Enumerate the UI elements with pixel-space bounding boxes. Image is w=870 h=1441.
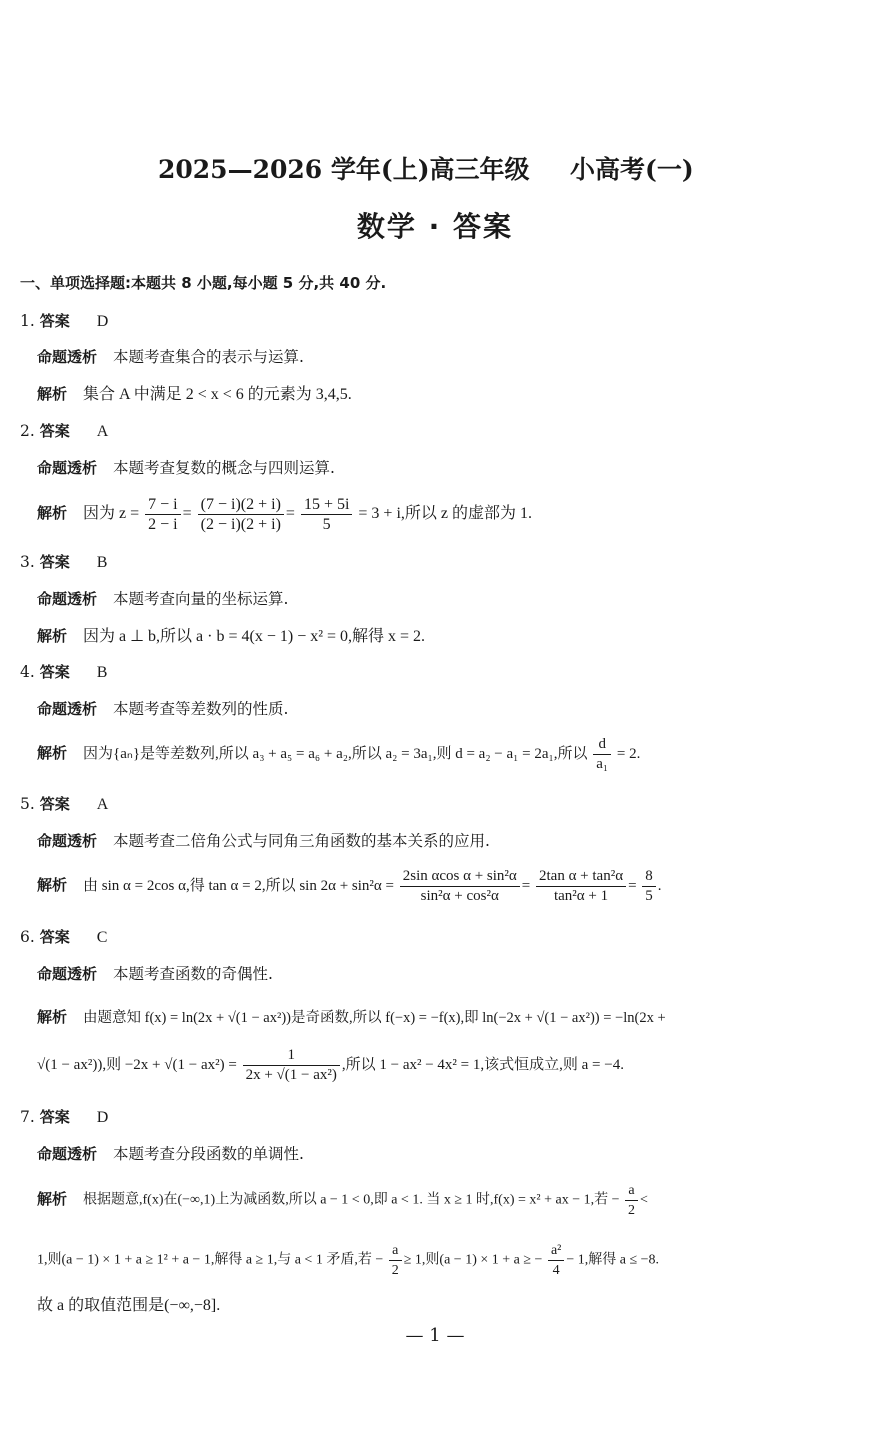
solution-text: 由题意知 f(x) = ln(2x + √(1 − ax²))是奇函数,所以 f(−x) = −f(x),即 ln(−2x + √(1 − ax²)) = −ln(2x + [83, 1010, 666, 1026]
solution-text: 集合 A 中满足 2 < x < 6 的元素为 3,4,5. [83, 386, 352, 403]
exam-title-series: 小高考(一) [570, 155, 694, 184]
solution-text: 因为 z = [83, 505, 140, 523]
answer-value: B [96, 554, 108, 571]
solution-text: 根据题意,f(x)在(−∞,1)上为减函数,所以 a − 1 < 0,即 a < 1. 当 x ≥ 1 时,f(x) = x² + ax − 1,若 − [83, 1192, 620, 1208]
intent-label: 命题透析 [37, 590, 98, 608]
fraction: $\frac{1}{\text{2x + √(1 − ax²)}}$ [243, 1046, 340, 1085]
solution-text: − 1,解得 a ≤ −8. [566, 1252, 660, 1268]
fraction: $\frac{d}{\text{a₁}}$ [593, 735, 611, 774]
fraction: $\frac{a}{2}$ [389, 1241, 402, 1280]
q2-answer-row [20, 421, 108, 442]
answer-value: A [96, 423, 109, 440]
question-number: 1. [20, 312, 35, 330]
answer-value: A [96, 796, 109, 813]
solution-text: = 2. [616, 745, 641, 762]
intent-text: 本题考查复数的概念与四则运算. [113, 459, 335, 477]
solution-text: 故 a 的取值范围是(−∞,−8]. [37, 1297, 221, 1314]
q4-answer-row [20, 662, 107, 683]
answer-label: 答案 [39, 422, 70, 440]
fraction: $\frac{8}{5}$ [642, 867, 656, 906]
answer-value: D [96, 1109, 109, 1126]
answer-label: 答案 [39, 312, 70, 330]
intent-label: 命题透析 [37, 1145, 98, 1163]
q4-solution-row [37, 735, 640, 774]
solution-text: 1,则(a − 1) × 1 + a ≥ 1² + a − 1,解得 a ≥ 1,与 a < 1 矛盾,若 − [37, 1252, 384, 1268]
q7-solution-continued [37, 1241, 659, 1280]
solution-text: 因为{aₙ}是等差数列,所以 a₃ + a₅ = a₆ + a₂,所以 a₂ = 3a₁,则 d = a₂ − a₁ = 2a₁,所以 [83, 745, 588, 762]
q3-intent-row [37, 589, 288, 609]
solution-label: 解析 [37, 1189, 68, 1208]
q1-solution-row [37, 384, 352, 405]
q1-intent-row [37, 347, 304, 367]
fraction: $\frac{(7 - i)(2 + i)}{(2 - i)(2 + i)}$ [198, 495, 284, 534]
answer-value: B [96, 664, 108, 681]
intent-text: 本题考查分段函数的单调性. [113, 1145, 304, 1163]
fraction: $\frac{\text{a²}}{4}$ [548, 1241, 564, 1280]
q6-answer-row [20, 927, 107, 948]
intent-label: 命题透析 [37, 965, 98, 983]
intent-text: 本题考查二倍角公式与同角三角函数的基本关系的应用. [113, 832, 490, 850]
solution-text: 因为 a ⊥ b,所以 a · b = 4(x − 1) − x² = 0,解得 x = 2. [83, 628, 426, 645]
answer-label: 答案 [39, 553, 70, 571]
question-number: 7. [20, 1108, 35, 1126]
solution-label: 解析 [37, 875, 68, 894]
answer-value: D [96, 313, 109, 330]
answer-label: 答案 [39, 1108, 70, 1126]
q5-solution-row: 解析 由 sin α = 2cos α,得 tan α = 2,所以 sin 2α + sin²α = $\frac{\text{2sin αcos α + sin²α}}{\text{sin²α + cos²α}}$ = $\frac{\text{2tan α + tan²α}}{\text{tan²α + 1}}$ = $\frac{8}{5}$ . [37, 868, 662, 904]
solution-text: 由 sin α = 2cos α,得 tan α = 2,所以 sin 2α + sin²α = [83, 877, 394, 894]
question-number: 5. [20, 795, 35, 813]
page-subtitle: 数学 · 答案 [356, 210, 514, 243]
question-number: 2. [20, 422, 35, 440]
solution-text: ≥ 1,则(a − 1) × 1 + a ≥ − [403, 1252, 543, 1268]
solution-text: = 3 + i,所以 z 的虚部为 1. [358, 505, 533, 523]
solution-label: 解析 [37, 504, 68, 523]
answer-label: 答案 [39, 795, 70, 813]
intent-label: 命题透析 [37, 832, 98, 850]
intent-label: 命题透析 [37, 459, 98, 477]
fraction: $\frac{a}{2}$ [625, 1181, 638, 1220]
q7-intent-row [37, 1144, 304, 1164]
intent-text: 本题考查集合的表示与运算. [113, 348, 304, 366]
q4-intent-row [37, 699, 288, 719]
q6-solution-continued [37, 1046, 624, 1085]
intent-text: 本题考查向量的坐标运算. [113, 590, 289, 608]
section-heading: 一、单项选择题:本题共 8 小题,每小题 5 分,共 40 分. [20, 274, 387, 292]
q1-answer-row [20, 311, 108, 332]
q3-answer-row [20, 552, 107, 573]
q7-solution-final [37, 1296, 220, 1316]
solution-label: 解析 [37, 743, 68, 762]
q7-answer-row [20, 1107, 108, 1128]
q7-solution-row [37, 1181, 648, 1220]
fraction: $\frac{\text{2tan α + tan²α}}{\text{tan²α + 1}}$ [536, 867, 626, 906]
intent-label: 命题透析 [37, 348, 98, 366]
solution-label: 解析 [37, 627, 68, 645]
solution-text: √(1 − ax²)),则 −2x + √(1 − ax²) = [37, 1056, 237, 1073]
solution-text: < [639, 1192, 648, 1208]
page-number: — 1 — [405, 1325, 465, 1346]
q3-solution-row [37, 626, 425, 647]
fraction: $\frac{\text{2sin αcos α + sin²α}}{\text{sin²α + cos²α}}$ [400, 867, 520, 906]
exam-title-year: 2025—2026 学年(上)高三年级 [158, 155, 530, 184]
fraction: $\frac{15 + 5i}{5}$ [301, 495, 352, 534]
intent-label: 命题透析 [37, 700, 98, 718]
question-number: 3. [20, 553, 35, 571]
q6-solution-row [37, 1007, 666, 1028]
q6-intent-row [37, 964, 273, 984]
answer-value: C [96, 929, 108, 946]
fraction: $\frac{7 - i}{2 - i}$ [145, 495, 180, 534]
intent-text: 本题考查等差数列的性质. [113, 700, 289, 718]
solution-text: . [657, 877, 662, 894]
solution-text: ,所以 1 − ax² − 4x² = 1,该式恒成立,则 a = −4. [341, 1056, 624, 1073]
question-number: 6. [20, 928, 35, 946]
question-number: 4. [20, 663, 35, 681]
intent-text: 本题考查函数的奇偶性. [113, 965, 273, 983]
solution-label: 解析 [37, 1008, 68, 1026]
solution-label: 解析 [37, 385, 68, 403]
q2-solution-row: 解析 因为 z = $\frac{7 - i}{2 - i}$ = $\frac{(7 - i)(2 + i)}{(2 - i)(2 + i)}$ = $\frac{15 + 5i}{5}$ = 3 + i,所以 z 的虚部为 1. [37, 496, 533, 533]
q5-answer-row [20, 794, 108, 815]
q5-intent-row [37, 831, 490, 851]
answer-label: 答案 [39, 928, 70, 946]
answer-label: 答案 [39, 663, 70, 681]
q2-intent-row [37, 458, 335, 478]
